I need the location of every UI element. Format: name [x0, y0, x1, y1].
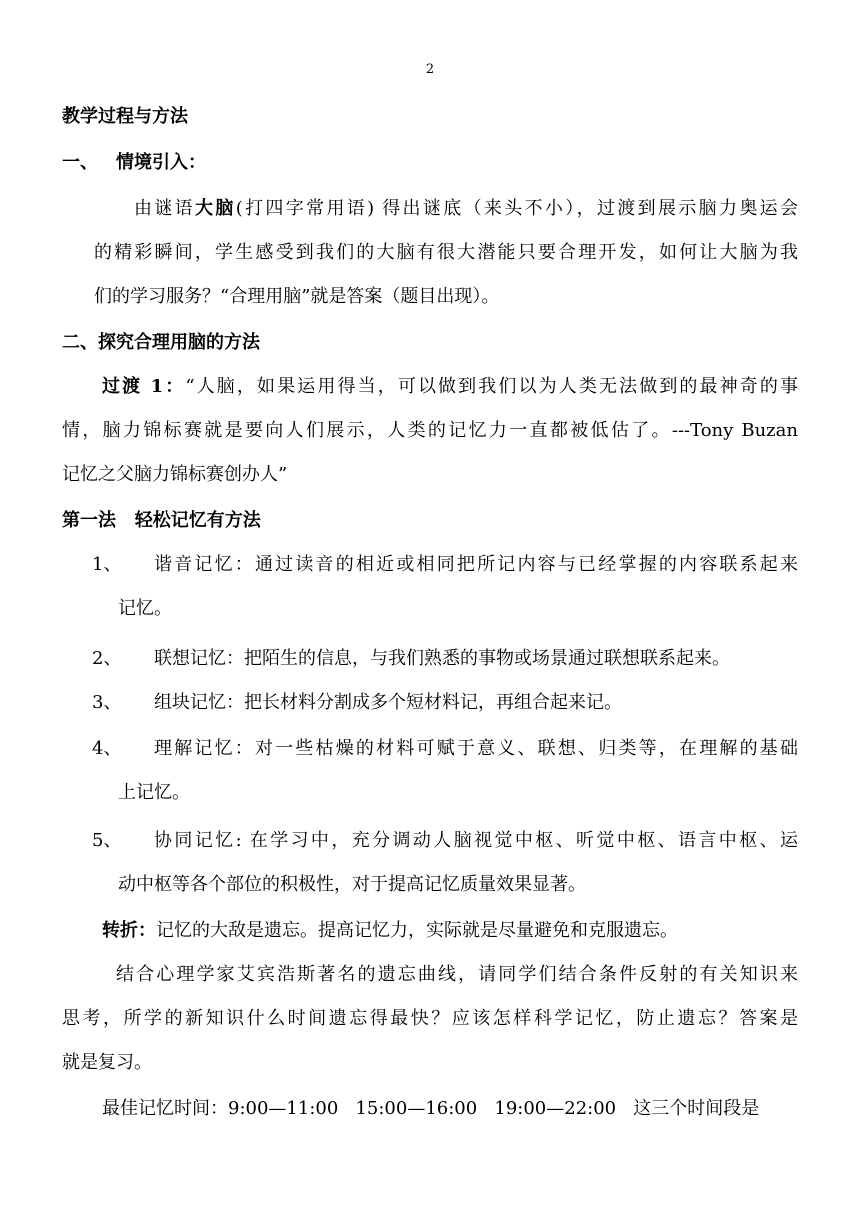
- list-item-number: 4、: [92, 738, 122, 759]
- method1-heading: 第一法 轻松记忆有方法: [62, 510, 261, 531]
- text-run: “人脑，如果运用得当，可以做到我们以为人类无法做到的最神奇的事: [185, 376, 799, 397]
- transition1-line3: 记忆之父脑力锦标赛创办人”: [62, 464, 288, 485]
- list-item-line2: 记忆。: [118, 598, 172, 619]
- turning-point: [102, 918, 678, 944]
- list-item-line1: 理解记忆：对一些枯燥的材料可赋于意义、联想、归类等，在理解的基础: [154, 738, 798, 759]
- transition1-line2: 情，脑力锦标赛就是要向人们展示，人类的记忆力一直都被低估了。---Tony Buzan: [62, 420, 798, 441]
- page-number: 2: [425, 62, 435, 77]
- forgetting-paragraph-line1: 结合心理学家艾宾浩斯著名的遗忘曲线，请同学们结合条件反射的有关知识来: [116, 964, 798, 985]
- section1-paragraph-line2: 的精彩瞬间，学生感受到我们的大脑有很大潜能只要合理开发，如何让大脑为我: [94, 242, 798, 263]
- list-item-line1: 联想记忆：把陌生的信息，与我们熟悉的事物或场景通过联想联系起来。: [154, 648, 730, 669]
- document-title: 教学过程与方法: [62, 106, 188, 127]
- list-item-number: 3、: [92, 692, 122, 713]
- list-item-line1: 谐音记忆：通过读音的相近或相同把所记内容与已经掌握的内容联系起来: [154, 554, 798, 575]
- text-run: 记忆的大敌是遗忘。提高记忆力，实际就是尽量避免和克服遗忘。: [156, 920, 678, 941]
- list-item-number: 2、: [92, 648, 122, 669]
- list-item-line1: 协同记忆: 在学习中，充分调动人脑视觉中枢、听觉中枢、语言中枢、运: [154, 830, 798, 851]
- section2-heading: 二、探究合理用脑的方法: [62, 332, 260, 353]
- list-item-number: 1、: [92, 554, 122, 575]
- forgetting-paragraph-line3: 就是复习。: [62, 1052, 152, 1073]
- turning-point-label: 转折：: [102, 920, 156, 941]
- section1-paragraph-line3: 们的学习服务？“合理用脑”就是答案（题目出现）。: [94, 286, 500, 307]
- riddle-word: 大脑: [195, 198, 236, 219]
- section1-heading-number: 一、: [62, 152, 98, 173]
- text-run: 由谜语: [134, 198, 196, 219]
- section1-paragraph-line1: [134, 196, 798, 222]
- transition1-label: 过渡 1：: [102, 376, 186, 397]
- forgetting-paragraph-line2: 思考，所学的新知识什么时间遗忘得最快？应该怎样科学记忆，防止遗忘？答案是: [62, 1008, 798, 1029]
- section1-heading: 情境引入：: [116, 152, 206, 173]
- best-memory-time: 最佳记忆时间：9:00—11:00 15:00—16:00 19:00—22:00 这三个时间段是: [102, 1098, 760, 1119]
- list-item-number: 5、: [92, 830, 122, 851]
- transition1-line1: [102, 374, 798, 400]
- list-item-line2: 动中枢等各个部位的积极性，对于提高记忆质量效果显著。: [118, 874, 586, 895]
- list-item-line2: 上记忆。: [118, 782, 190, 803]
- list-item-line1: 组块记忆：把长材料分割成多个短材料记，再组合起来记。: [154, 692, 622, 713]
- text-run: (打四字常用语) 得出谜底（来头不小），过渡到展示脑力奥运会: [235, 198, 799, 219]
